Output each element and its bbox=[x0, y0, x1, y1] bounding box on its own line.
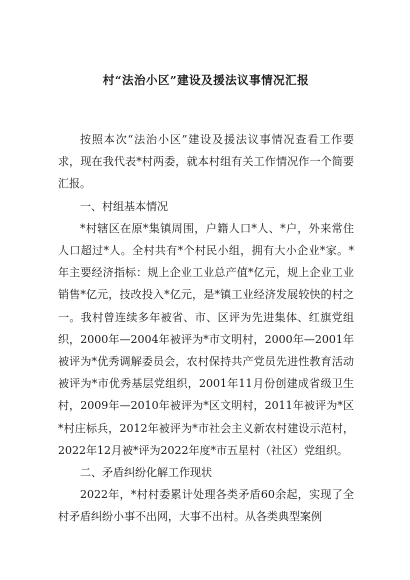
document-title: 村“法治小区”建设及援法议事情况汇报 bbox=[102, 73, 310, 87]
basic-info-paragraph: *村辖区在原*集镇周围，户籍人口*人、*户，外来常住人口超过*人。全村共有*个村民小组，拥有大小企业*家。*年主要经济指标：规上企业工业总产值*亿元，规上企业工业销售*亿元，技改投入*亿元，是*镇工业经济发展较快的村之一。我村曾连续多年被省、市、区评为先进集体、红旗党组织，2000年—2004年被评为*市文明村，2000年—2001年被评为*优秀调解委员会，农村保持共产党员先进性教育活动被评为*市优秀基层党组织，2001年11月份创建成省级卫生村，2009年—2010年被评为*区文明村，2011年被评为*区*村庄标兵，2012年被评为*市社会主义新农村建设示范村，2022年12月被*评为2022年度*市五星村（社区）党组织。 bbox=[58, 221, 354, 457]
dispute-resolution-paragraph: 2022年，*村村委累计处理各类矛盾60余起，实现了全村矛盾纠纷小事不出网，大事不出村。从各类典型案例 bbox=[58, 488, 354, 524]
section-heading-dispute-resolution: 二、矛盾纠纷化解工作现状 bbox=[80, 466, 212, 480]
intro-paragraph: 按照本次“法治小区”建设及援法议事情况查看工作要求，现在我代表*村两委，就本村组有关工作情况作一个简要汇报。 bbox=[58, 133, 354, 191]
document-body bbox=[58, 129, 354, 529]
section-heading-basic-info: 一、村组基本情况 bbox=[80, 199, 168, 213]
